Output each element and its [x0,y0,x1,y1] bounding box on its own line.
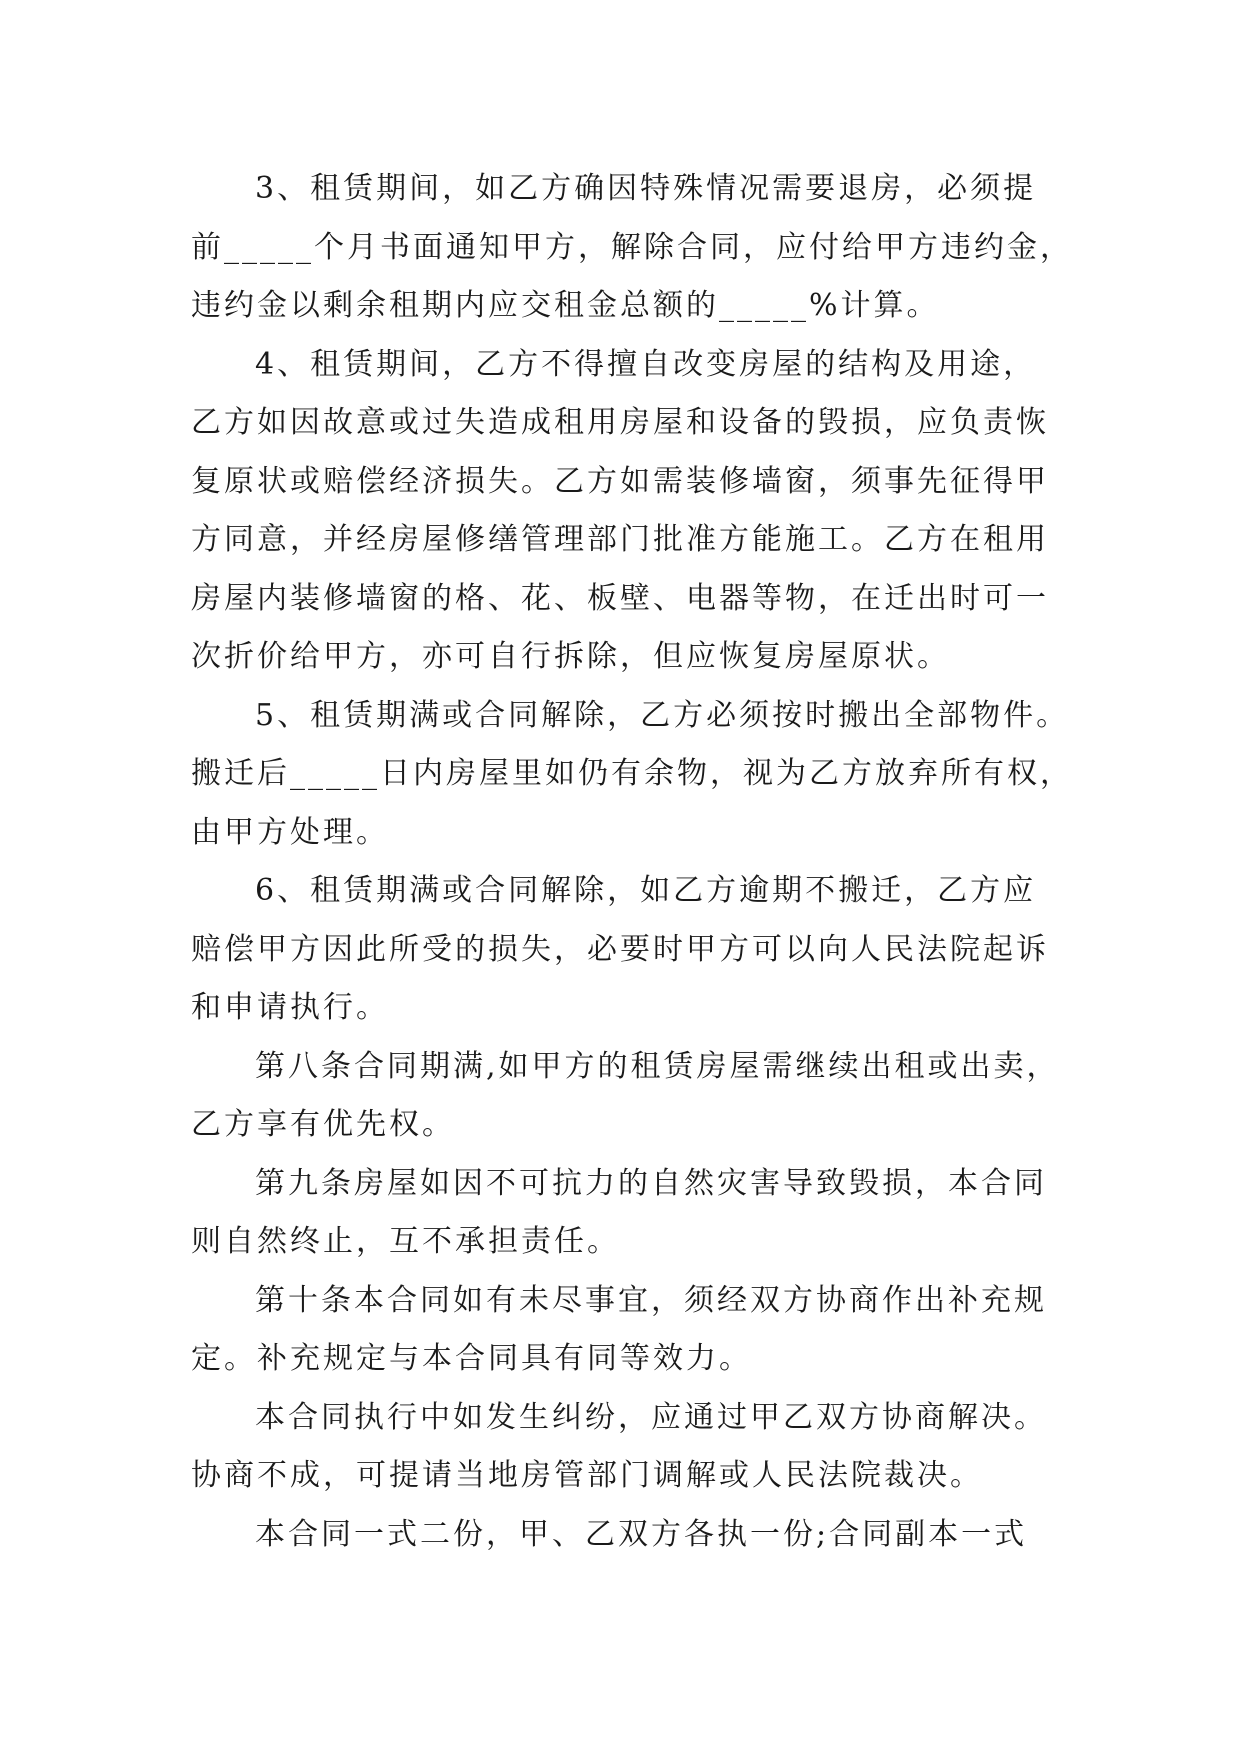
text-line: 违约金以剩余租期内应交租金总额的_____%计算。 [191,288,940,323]
text-line: 第十条本合同如有未尽事宜，须经双方协商作出补充规 [255,1282,1047,1318]
paragraph [191,336,1071,687]
text-line: 本合同执行中如发生纠纷，应通过甲乙双方协商解决。 [255,1399,1047,1435]
text-line: 房屋内装修墙窗的格、花、板壁、电器等物，在迁出时可一 [191,580,1049,616]
paragraph [191,687,1071,863]
text-line: 前_____个月书面通知甲方，解除合同，应付给甲方违约金， [191,229,1073,265]
paragraph [191,160,1071,336]
document-body [191,160,1071,1564]
paragraph [191,1155,1071,1272]
paragraph [191,1038,1071,1155]
text-line: 乙方如因故意或过失造成租用房屋和设备的毁损，应负责恢 [191,405,1049,440]
text-line: 定。补充规定与本合同具有同等效力。 [191,1341,752,1376]
text-line: 4、租赁期间，乙方不得擅自改变房屋的结构及用途， [255,346,1037,382]
paragraph [191,1506,1071,1565]
text-line: 第八条合同期满,如甲方的租赁房屋需继续出租或出卖， [255,1048,1060,1084]
text-line: 次折价给甲方，亦可自行拆除，但应恢复房屋原状。 [191,639,950,674]
text-line: 方同意，并经房屋修缮管理部门批准方能施工。乙方在租用 [191,522,1049,557]
text-line: 6、租赁期满或合同解除，如乙方逾期不搬迁，乙方应 [255,873,1037,908]
paragraph [191,862,1071,1038]
text-line: 由甲方处理。 [191,814,389,850]
text-line: 协商不成，可提请当地房管部门调解或人民法院裁决。 [191,1458,983,1493]
text-line: 3、租赁期间，如乙方确因特殊情况需要退房，必须提 [255,171,1037,206]
text-line: 本合同一式二份，甲、乙双方各执一份;合同副本一式 [255,1516,1028,1552]
text-line: 第九条房屋如因不可抗力的自然灾害导致毁损，本合同 [255,1165,1047,1201]
text-line: 则自然终止，互不承担责任。 [191,1224,620,1259]
text-line: 搬迁后_____日内房屋里如仍有余物，视为乙方放弃所有权， [191,756,1073,791]
paragraph [191,1389,1071,1506]
text-line: 和申请执行。 [191,990,389,1025]
text-line: 5、租赁期满或合同解除，乙方必须按时搬出全部物件。 [255,697,1070,733]
text-line: 复原状或赔偿经济损失。乙方如需装修墙窗，须事先征得甲 [191,463,1049,499]
paragraph [191,1272,1071,1389]
text-line: 赔偿甲方因此所受的损失，必要时甲方可以向人民法院起诉 [191,931,1049,967]
text-line: 乙方享有优先权。 [191,1107,455,1142]
